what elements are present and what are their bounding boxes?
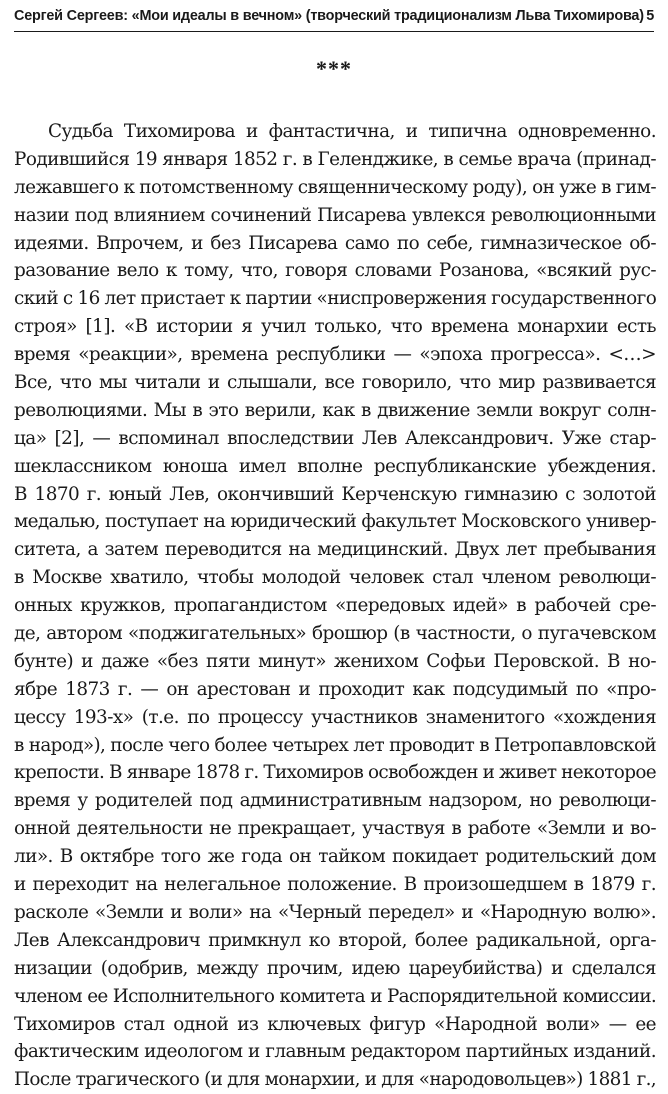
text-line: ситета, а затем переводится на медицинский. Двух лет пребывания — [14, 539, 656, 561]
text-line: ябре 1873 г. — он арестован и проходит как подсудимый по «про- — [14, 678, 656, 700]
text-line: назии под влиянием сочинений Писарева увлекся революционными — [14, 204, 656, 226]
text-line: строя» [1]. «В истории я учил только, что времена монархии есть — [14, 316, 656, 338]
text-line: Судьба Тихомирова и фантастична, и типична одновременно. — [48, 121, 656, 142]
text-line: онной деятельности не прекращает, участвуя в работе «Земли и во- — [14, 818, 656, 840]
text-line: В 1870 г. юный Лев, окончивший Керченскую гимназию с золотой — [14, 483, 656, 505]
running-head — [14, 8, 654, 30]
text-line: время у родителей под административным надзором, но революци- — [14, 790, 656, 812]
text-line: низации (одобрив, между прочим, идею цареубийства) и сделался — [14, 957, 656, 979]
running-title: Сергей Сергеев: «Мои идеалы в вечном» (творческий традиционализм Льва Тихомирова) — [14, 8, 644, 24]
header-rule — [14, 31, 654, 32]
text-line: лежавшего к потомственному священническому роду), он уже в гим- — [14, 176, 656, 198]
text-line: в народ»), после чего более четырех лет проводит в Петропавловской — [14, 734, 656, 756]
text-line: расколе «Земли и воли» на «Черный передел» и «Народную волю». — [14, 901, 656, 923]
text-line: онных кружков, пропагандистом «передовых идей» в рабочей сре- — [14, 595, 656, 617]
text-line: медалью, поступает на юридический факультет Московского универ- — [14, 511, 656, 533]
text-line: и переходит на нелегальное положение. В произошедшем в 1879 г. — [14, 874, 656, 896]
text-line: ский с 16 лет пристает к партии «ниспровержения государственного — [14, 288, 656, 310]
text-line: После трагического (и для монархии, и для «народовольцев») 1881 г., — [14, 1069, 656, 1091]
page-number: 5 — [646, 8, 654, 24]
text-line: Тихомиров стал одной из ключевых фигур «Народной воли» — ее — [14, 1013, 656, 1035]
text-line: идеями. Впрочем, и без Писарева само по себе, гимназическое об- — [14, 232, 656, 254]
text-line: время «реакции», времена республики — «эпоха прогресса». <…> — [14, 344, 656, 366]
text-line: Лев Александрович примкнул ко второй, более радикальной, орга- — [14, 929, 656, 951]
text-line: разование вело к тому, что, говоря словами Розанова, «всякий рус- — [14, 260, 656, 282]
text-line: в Москве хватило, чтобы молодой человек стал членом революци- — [14, 567, 656, 589]
section-separator: *** — [316, 56, 352, 81]
text-line: революциями. Мы в это верили, как в движение земли вокруг солн- — [14, 399, 656, 421]
text-line: шеклассником юноша имел вполне республиканские убеждения. — [14, 455, 656, 477]
text-line: крепости. В январе 1878 г. Тихомиров освобожден и живет некоторое — [14, 762, 656, 784]
body-paragraph — [14, 118, 656, 1094]
text-line: ли». В октябре того же года он тайком покидает родительский дом — [14, 846, 656, 868]
text-line: ца» [2], — вспоминал впоследствии Лев Александрович. Уже стар- — [14, 427, 656, 449]
text-line: Все, что мы читали и слышали, все говорило, что мир развивается — [14, 372, 656, 394]
text-line: бунте) и даже «без пяти минут» женихом Софьи Перовской. В но- — [14, 650, 656, 672]
text-line: Родившийся 19 января 1852 г. в Геленджике, в семье врача (принад- — [14, 148, 656, 170]
text-line: членом ее Исполнительного комитета и Распорядительной комиссии. — [14, 985, 656, 1007]
text-line: де, автором «поджигательных» брошюр (в частности, о пугачевском — [14, 623, 656, 645]
text-line: цессу 193-х» (т.е. по процессу участников знаменитого «хождения — [14, 706, 656, 728]
text-line: фактическим идеологом и главным редактором партийных изданий. — [14, 1041, 656, 1063]
